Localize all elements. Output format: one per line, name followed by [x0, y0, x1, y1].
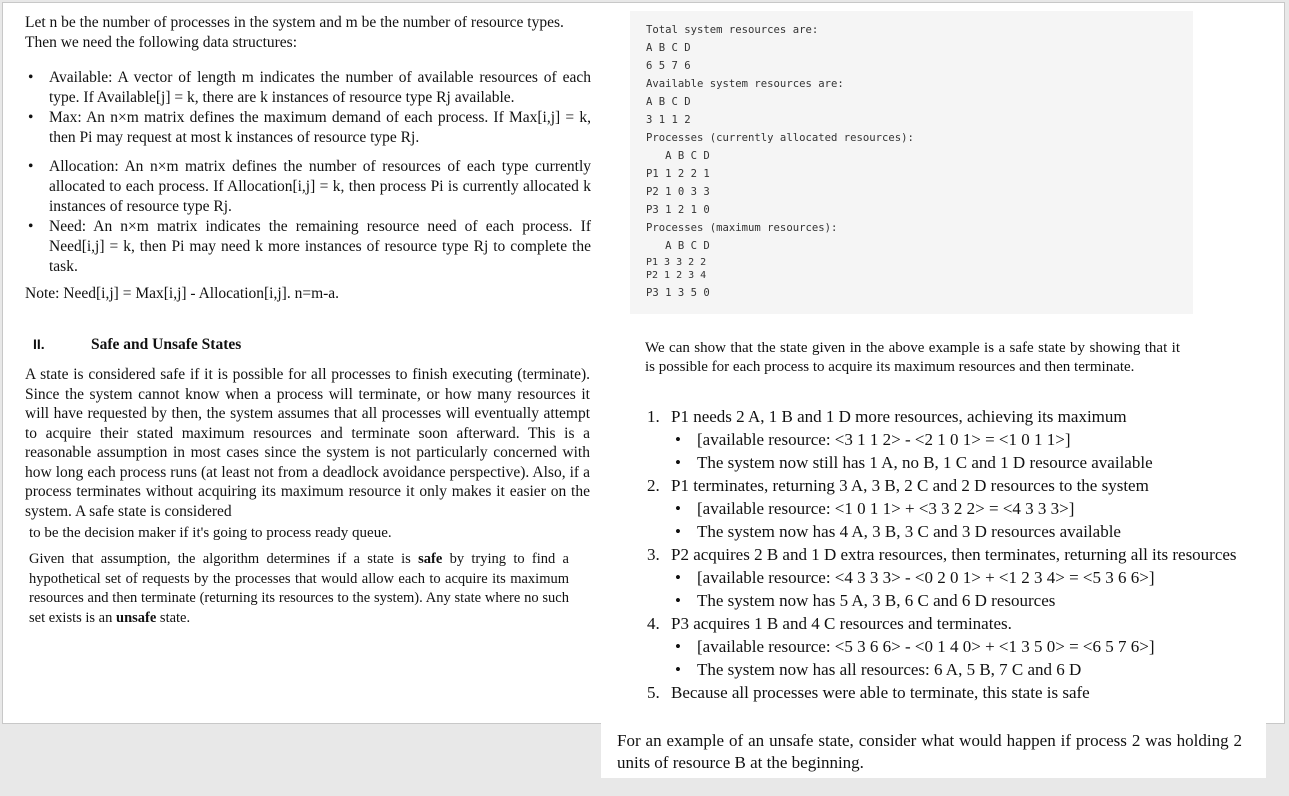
bullet-dot: • — [28, 69, 34, 86]
step-item — [647, 681, 1247, 704]
list-item: • Available: A vector of length m indicates the number of available resources of each type. If Available[j] = k, there are k instances of resource type Rj available. — [28, 69, 591, 106]
step-number: 4. — [647, 614, 660, 633]
code-line: A B C D — [646, 150, 710, 162]
step-text: P1 terminates, returning 3 A, 3 B, 2 C and 2 D resources to the system — [671, 476, 1149, 495]
step-number: 2. — [647, 476, 660, 495]
code-line: Available system resources are: — [646, 78, 844, 90]
bullet-dot: • — [28, 109, 34, 126]
sub-text: [available resource: <1 0 1 1> + <3 3 2 2> = <4 3 3 3>] — [697, 499, 1075, 518]
step-item — [647, 543, 1247, 566]
step-subitem — [647, 635, 1247, 658]
sub-bullet-dot: • — [675, 522, 681, 541]
step-item — [647, 405, 1247, 428]
step-number: 5. — [647, 683, 660, 702]
step-subitem — [647, 451, 1247, 474]
code-line: Processes (currently allocated resources): — [646, 132, 914, 144]
step-subitem — [647, 428, 1247, 451]
unsafe-bold: unsafe — [116, 609, 157, 626]
step-text: P3 acquires 1 B and 4 C resources and terminates. — [671, 614, 1012, 633]
sub-bullet-dot: • — [675, 453, 681, 472]
step-text: P1 needs 2 A, 1 B and 1 D more resources, achieving its maximum — [671, 407, 1127, 426]
sub-bullet-dot: • — [675, 660, 681, 679]
decision-maker-line: to be the decision maker if it's going to process ready queue. — [29, 525, 392, 541]
step-item — [647, 474, 1247, 497]
step-number: 1. — [647, 407, 660, 426]
intro-paragraph: Let n be the number of processes in the system and m be the number of resource types. Then we need the following data structures: — [25, 14, 564, 51]
code-line: A B C D — [646, 96, 691, 108]
step-subitem — [647, 497, 1247, 520]
sub-text: The system now has 4 A, 3 B, 3 C and 3 D resources available — [697, 522, 1121, 541]
sub-text: The system now still has 1 A, no B, 1 C and 1 D resource available — [697, 453, 1153, 472]
bullet-list-a — [25, 68, 591, 148]
code-line: 3 1 1 2 — [646, 114, 691, 126]
code-line: P3 1 2 1 0 — [646, 204, 710, 216]
step-number: 3. — [647, 545, 660, 564]
bullet-list-b — [25, 157, 591, 277]
algorithm-paragraph: Given that assumption, the algorithm determines if a state is safe by trying to find a hypothetical set of requests by the processes that would allow each to acquire its maximum resources and then terminate (returning its resources to the system). Any state where no such set exists is an unsafe state. — [29, 551, 569, 626]
section-number: II. — [33, 336, 45, 352]
code-line: A B C D — [646, 42, 691, 54]
step-subitem — [647, 520, 1247, 543]
code-line: P2 1 0 3 3 — [646, 186, 710, 198]
step-item — [647, 612, 1247, 635]
code-line: P3 1 3 5 0 — [646, 287, 710, 299]
sub-text: The system now has 5 A, 3 B, 6 C and 6 D resources — [697, 591, 1056, 610]
sub-bullet-dot: • — [675, 568, 681, 587]
sub-text: The system now has all resources: 6 A, 5 B, 7 C and 6 D — [697, 660, 1082, 679]
code-line: Processes (maximum resources): — [646, 222, 838, 234]
note-line: Note: Need[i,j] = Max[i,j] - Allocation[i,j]. n=m-a. — [25, 285, 340, 302]
step-text: Because all processes were able to terminate, this state is safe — [671, 683, 1090, 702]
unsafe-example-paragraph: For an example of an unsafe state, consider what would happen if process 2 was holding 2 units of resource B at the beginning. — [617, 731, 1242, 772]
footer-excerpt — [601, 723, 1266, 778]
safe-bold: safe — [418, 551, 443, 567]
safe-state-paragraph: A state is considered safe if it is possible for all processes to finish executing (terminate). Since the system cannot know when a process will terminate, or how many resources it will have requested by then, the system assumes that all processes will eventually attempt to acquire their stated maximum resources and terminate soon afterward. This is a reasonable assumption in most cases since the system is not particularly concerned with how long each process runs (at least not from a deadlock avoidance perspective). Also, if a process terminates without acquiring its maximum resource it only makes it easier on the system. A safe state is considered — [25, 366, 590, 520]
code-line: P1 1 2 2 1 — [646, 168, 710, 180]
document-page — [2, 2, 1285, 724]
sub-bullet-dot: • — [675, 430, 681, 449]
code-line: 6 5 7 6 — [646, 60, 691, 72]
sub-bullet-dot: • — [675, 591, 681, 610]
step-subitem — [647, 589, 1247, 612]
step-subitem — [647, 658, 1247, 681]
sub-text: [available resource: <4 3 3 3> - <0 2 0 1> + <1 2 3 4> = <5 3 6 6>] — [697, 568, 1155, 587]
steps-list — [647, 405, 1247, 704]
step-text: P2 acquires 2 B and 1 D extra resources, then terminates, returning all its resources — [671, 545, 1237, 564]
step-subitem — [647, 566, 1247, 589]
code-line: P2 1 2 3 4 — [646, 270, 707, 281]
list-item: • Allocation: An n×m matrix defines the number of resources of each type currently allocated to each process. If Allocation[i,j] = k, then process Pi is currently allocated k instances of resource type Rj. — [28, 158, 591, 215]
section-title: Safe and Unsafe States — [91, 336, 242, 353]
section-heading — [33, 336, 241, 354]
code-line: A B C D — [646, 240, 710, 252]
sub-bullet-dot: • — [675, 499, 681, 518]
list-item: • Need: An n×m matrix indicates the remaining resource need of each process. If Need[i,j] = k, then Pi may need k more instances of resource type Rj to complete the task. — [28, 218, 591, 275]
sub-text: [available resource: <5 3 6 6> - <0 1 4 0> + <1 3 5 0> = <6 5 7 6>] — [697, 637, 1155, 656]
resource-code-block — [630, 11, 1193, 314]
bullet-dot: • — [28, 158, 34, 175]
sub-text: [available resource: <3 1 1 2> - <2 1 0 1> = <1 0 1 1>] — [697, 430, 1071, 449]
code-line: P1 3 3 2 2 — [646, 257, 707, 268]
sub-bullet-dot: • — [675, 637, 681, 656]
bullet-dot: • — [28, 218, 34, 235]
list-item: • Max: An n×m matrix defines the maximum demand of each process. If Max[i,j] = k, then Pi may request at most k instances of resource type Rj. — [28, 109, 591, 146]
code-line: Total system resources are: — [646, 24, 819, 36]
safe-state-intro: We can show that the state given in the above example is a safe state by showing that it is possible for each process to acquire its maximum resources and then terminate. — [645, 340, 1180, 375]
